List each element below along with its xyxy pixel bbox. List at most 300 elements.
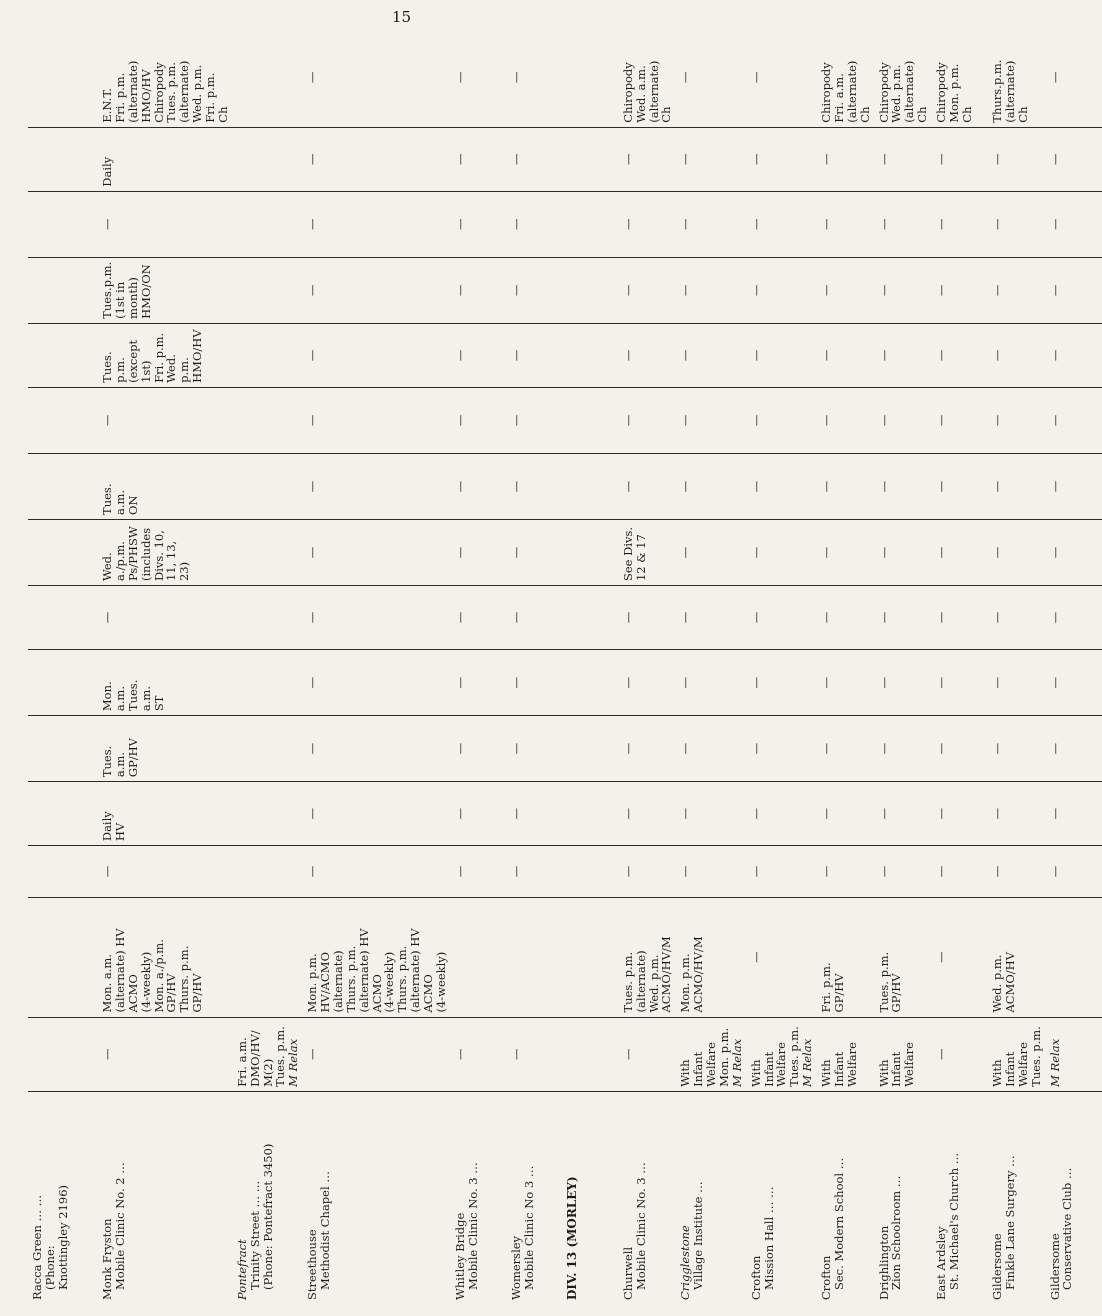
cell-text: — [1047,676,1062,689]
cell-text: — [819,349,833,362]
schedule-cell [507,387,563,453]
location-line: (Phone: [42,1245,57,1290]
cell-text: — [934,349,948,362]
cell-text: — [876,284,891,297]
location-cell [1046,1091,1102,1304]
cell-text: — [620,742,635,755]
schedule-cell [932,846,988,898]
cell-text: — [1047,153,1062,165]
cell-text: — [876,480,891,493]
table-row [932,28,988,1304]
schedule-cell [676,387,746,453]
cell-text: With Infant Welfare [876,1042,917,1087]
cell-text: — [452,807,467,820]
cell-text: — [876,546,891,559]
location-cell [747,1091,817,1304]
schedule-cell [875,846,933,898]
cell-text: — [819,865,833,878]
cell-text: — [748,218,763,230]
location-cell [451,1091,507,1304]
location-line: Mobile Clinic No. 2 … [112,1162,127,1290]
cell-text: — [305,807,320,820]
cell-text: Chiropody Fri. a.m. (alternate) Ch [819,60,872,123]
cell-text: — [934,951,948,963]
cell-text: Tues. p.m. GP/HV [876,951,904,1013]
schedule-cell [563,846,619,898]
table-row [563,28,619,1304]
schedule-cell [676,650,746,716]
cell-text: — [678,284,693,297]
cell-text: — [819,218,833,230]
cell-text: — [678,349,693,362]
schedule-cell [98,257,233,323]
schedule-cell [676,1017,746,1091]
cell-text: With Infant Welfare Mon. p.m. [678,1027,731,1087]
schedule-cell [98,1017,233,1091]
cell-text: — [508,611,523,624]
table-row [1046,28,1102,1304]
location-line: Drighlington [876,1225,891,1300]
cell-text: — [819,807,833,820]
schedule-cell [1046,519,1102,585]
schedule-cell [619,127,677,191]
cell-text: — [934,1048,948,1060]
schedule-cell [563,1017,619,1091]
schedule-cell [1046,1017,1102,1091]
table-row [451,28,507,1304]
schedule-cell [747,650,817,716]
schedule-cell [988,257,1046,323]
schedule-cell [451,257,507,323]
schedule-cell [451,586,507,650]
clinic-schedule-table [28,28,1102,1304]
schedule-cell [676,191,746,257]
location-cell [932,1091,988,1304]
cell-text: — [748,611,763,624]
cell-text: Thurs.p.m. (alternate) Ch [990,59,1030,123]
location-cell [563,1091,619,1304]
schedule-cell [875,586,933,650]
schedule-cell [988,453,1046,519]
schedule-cell [233,519,303,585]
schedule-cell [563,586,619,650]
schedule-cell [932,782,988,846]
schedule-cell [619,782,677,846]
cell-text: — [508,865,523,878]
rotated-table-container [28,28,1075,1304]
schedule-cell [747,453,817,519]
cell-text: With Infant Welfare Tues. p.m. [748,1026,802,1087]
schedule-cell [507,257,563,323]
table-row [988,28,1046,1304]
cell-text: — [452,865,467,878]
cell-text: — [452,218,467,230]
schedule-cell [451,650,507,716]
schedule-cell [98,191,233,257]
cell-text: — [620,611,635,624]
schedule-cell [1046,323,1102,387]
table-row [619,28,677,1304]
cell-text: — [678,153,693,165]
schedule-cell [932,897,988,1017]
location-line: Mobile Clinic No 3 … [521,1165,536,1290]
schedule-cell [303,28,451,127]
schedule-cell [619,650,677,716]
schedule-cell [932,387,988,453]
schedule-cell [817,897,875,1017]
schedule-cell [451,191,507,257]
schedule-cell [676,127,746,191]
cell-text: — [934,414,948,427]
schedule-cell [28,127,98,191]
schedule-cell [875,519,933,585]
schedule-cell [932,453,988,519]
schedule-cell [507,28,563,127]
location-line: (Phone: Pontefract 3450) [260,1143,275,1290]
schedule-cell [817,453,875,519]
cell-text: — [452,153,467,165]
schedule-cell [507,1017,563,1091]
cell-text: — [934,611,948,624]
schedule-cell [619,897,677,1017]
schedule-cell [98,323,233,387]
cell-text: Tues. a.m. ON [100,483,140,515]
schedule-cell [747,782,817,846]
table-row [507,28,563,1304]
schedule-cell [817,323,875,387]
schedule-cell [303,257,451,323]
cell-text: — [990,611,1004,624]
schedule-body [28,28,1102,1304]
schedule-cell [988,650,1046,716]
cell-text: — [508,284,523,297]
cell-text: — [934,480,948,493]
cell-text: — [748,865,763,878]
location-line: Conservative Club … [1060,1167,1075,1290]
cell-text: — [452,676,467,689]
schedule-cell [1046,846,1102,898]
cell-text: — [748,414,763,427]
schedule-cell [563,191,619,257]
cell-text: — [508,676,523,689]
cell-text: — [819,742,833,755]
cell-text: — [305,480,320,493]
cell-text: — [748,480,763,493]
schedule-cell [233,257,303,323]
schedule-cell [233,387,303,453]
cell-text: — [748,71,763,84]
schedule-cell [676,519,746,585]
schedule-cell [747,846,817,898]
schedule-cell [451,387,507,453]
cell-text: — [934,865,948,878]
schedule-cell [747,387,817,453]
schedule-cell [98,846,233,898]
schedule-cell [988,586,1046,650]
schedule-cell [988,782,1046,846]
schedule-cell [507,716,563,782]
schedule-cell [817,650,875,716]
cell-text: — [819,153,833,165]
cell-text: — [990,676,1004,689]
cell-text: Chiropody Wed. p.m. (alternate) Ch [876,60,930,123]
schedule-cell [932,28,988,127]
cell-text: — [819,676,833,689]
schedule-cell [233,897,303,1017]
location-line: Trinity Street … … [247,1180,262,1290]
schedule-cell [28,323,98,387]
schedule-cell [507,782,563,846]
schedule-cell [817,387,875,453]
cell-text: — [1047,414,1062,427]
cell-text: — [305,676,320,689]
location-line: Churwell [620,1246,635,1300]
cell-text: — [1047,546,1062,559]
cell-text: — [305,546,320,559]
schedule-cell [676,897,746,1017]
cell-text: — [508,546,523,559]
schedule-cell [875,650,933,716]
schedule-cell [817,127,875,191]
cell-text: — [678,865,693,878]
cell-text: With Infant Welfare [819,1042,859,1087]
schedule-cell [619,846,677,898]
cell-text: — [508,807,523,820]
schedule-cell [619,387,677,453]
cell-text: — [748,284,763,297]
cell-text: — [305,611,320,624]
schedule-cell [747,897,817,1017]
cell-text: — [1047,218,1062,230]
cell-text: — [1047,611,1062,624]
cell-text: — [305,865,320,878]
table-row [233,28,303,1304]
schedule-cell [563,387,619,453]
schedule-cell [233,453,303,519]
cell-text: — [1047,807,1062,820]
schedule-cell [507,650,563,716]
schedule-cell [233,782,303,846]
schedule-cell [1046,716,1102,782]
cell-text: — [305,71,320,84]
schedule-cell [233,1017,303,1091]
schedule-cell [932,519,988,585]
cell-text: — [748,546,763,559]
schedule-cell [932,127,988,191]
cell-text: — [305,349,320,362]
schedule-cell [98,519,233,585]
location-cell [28,1091,98,1304]
cell-text: — [748,349,763,362]
schedule-cell [233,127,303,191]
schedule-cell [747,1017,817,1091]
cell-text: — [934,807,948,820]
location-line: Zion Schoolroom … [889,1175,904,1290]
cell-text: — [990,807,1004,820]
cell-text: — [819,611,833,624]
cell-text: — [620,1048,635,1060]
schedule-cell [563,782,619,846]
schedule-cell [875,387,933,453]
schedule-cell [817,716,875,782]
schedule-cell [817,191,875,257]
cell-text: — [678,611,693,624]
schedule-cell [303,897,451,1017]
location-line: Racca Green … … [30,1194,44,1300]
cell-text: Mon. a.m. (alternate) HV ACMO (4-weekly) Mon. a./p.m. GP/HV Thurs. p.m. GP/HV [100,928,205,1013]
schedule-cell [563,257,619,323]
schedule-cell [563,519,619,585]
cell-text: Tues. p.m. (except 1st) Fri. p.m. Wed. p.m. HMO/HV [100,329,205,383]
schedule-cell [747,257,817,323]
schedule-cell [507,519,563,585]
cell-text: — [620,676,635,689]
schedule-cell [233,846,303,898]
cell-text: — [678,218,693,230]
schedule-cell [747,716,817,782]
cell-text: — [508,480,523,493]
schedule-cell [303,846,451,898]
schedule-cell [98,453,233,519]
schedule-cell [988,716,1046,782]
cell-text: — [748,807,763,820]
location-line: Finkle Lane Surgery … [1002,1155,1017,1290]
schedule-cell [988,846,1046,898]
cell-text: — [620,153,635,165]
cell-text: Chiropody Wed. a.m. (alternate) Ch [620,60,674,123]
cell-text: Wed. p.m. ACMO/HV [990,952,1017,1013]
schedule-cell [28,782,98,846]
location-cell [233,1091,303,1304]
schedule-cell [619,1017,677,1091]
cell-text: — [819,284,833,297]
cell-text: — [100,865,114,878]
cell-text: — [508,71,523,84]
schedule-cell [507,453,563,519]
cell-text: — [1047,349,1062,362]
schedule-cell [233,716,303,782]
schedule-cell [932,191,988,257]
page-number: 15 [392,8,412,26]
cell-text: Tues. a.m. GP/HV [100,738,140,778]
cell-text: — [508,1048,523,1060]
cell-text: — [452,349,467,362]
cell-text: — [876,153,891,165]
schedule-cell [747,519,817,585]
schedule-cell [932,1017,988,1091]
cell-text: Chiropody Mon. p.m. Ch [934,62,974,123]
schedule-cell [747,127,817,191]
cell-text: — [990,284,1004,297]
schedule-cell [563,897,619,1017]
schedule-cell [563,716,619,782]
schedule-cell [817,846,875,898]
schedule-cell [28,191,98,257]
cell-text: — [876,611,891,624]
location-line: Gildersome [990,1233,1004,1300]
schedule-cell [28,257,98,323]
cell-text: Daily [100,156,114,187]
schedule-cell [507,846,563,898]
cell-text: — [452,414,467,427]
table-row [817,28,875,1304]
schedule-cell [98,127,233,191]
schedule-cell [28,586,98,650]
cell-text: — [678,71,693,84]
schedule-cell [28,28,98,127]
cell-text: — [620,414,635,427]
cell-text: — [620,865,635,878]
cell-text: — [748,676,763,689]
cell-text: Mon. p.m. HV/ACMO (alternate) Thurs. p.m. (alternate) HV ACMO (4-weekly) Thurs. p.m. (alternate) HV ACMO (4-weekly) [305,928,448,1013]
schedule-cell [676,782,746,846]
schedule-cell [451,782,507,846]
schedule-cell [303,387,451,453]
cell-text: — [1047,865,1062,878]
cell-text: — [452,1048,467,1060]
schedule-cell [875,323,933,387]
schedule-cell [1046,127,1102,191]
cell-text: — [620,349,635,362]
cell-text: — [819,546,833,559]
schedule-cell [619,191,677,257]
schedule-cell [619,519,677,585]
schedule-cell [1046,387,1102,453]
schedule-cell [875,453,933,519]
schedule-cell [875,716,933,782]
schedule-cell [676,28,746,127]
schedule-cell [676,586,746,650]
cell-text: — [452,480,467,493]
location-line: Village Institute … [691,1181,706,1290]
cell-text: — [452,71,467,84]
schedule-cell [451,127,507,191]
cell-text: — [452,742,467,755]
cell-text: — [678,480,693,493]
table-row [676,28,746,1304]
schedule-cell [98,387,233,453]
schedule-cell [98,586,233,650]
cell-text: — [678,414,693,427]
schedule-cell [932,323,988,387]
cell-text: — [990,865,1004,878]
location-line: Gildersome [1047,1233,1062,1300]
location-town: Crigglestone [678,1225,693,1300]
schedule-cell [988,191,1046,257]
relax-note: M Relax [800,1038,815,1087]
schedule-cell [28,716,98,782]
cell-text: — [100,218,114,230]
schedule-cell [233,650,303,716]
cell-text: — [678,807,693,820]
cell-text: — [876,414,891,427]
table-row [28,28,98,1304]
cell-text: Wed. a./p.m. Ps/PHSW (includes Divs. 10, 11, 13, 23) [100,526,192,582]
schedule-cell [817,1017,875,1091]
cell-text: — [508,218,523,230]
relax-note: M Relax [1047,1038,1062,1087]
location-line: Knottingley 2196) [55,1185,70,1290]
schedule-cell [507,191,563,257]
location-line: Crofton [819,1255,833,1300]
cell-text: — [1047,71,1062,84]
cell-text: — [678,676,693,689]
cell-text: — [1047,480,1062,493]
location-town: Pontefract [234,1239,249,1300]
schedule-cell [233,586,303,650]
cell-text: — [305,742,320,755]
cell-text: E.N.T. Fri. p.m. (alternate) HMO/HV Chiropody Tues. p.m. (alternate) Wed. p.m. Fri. p.m. Ch [100,60,230,123]
